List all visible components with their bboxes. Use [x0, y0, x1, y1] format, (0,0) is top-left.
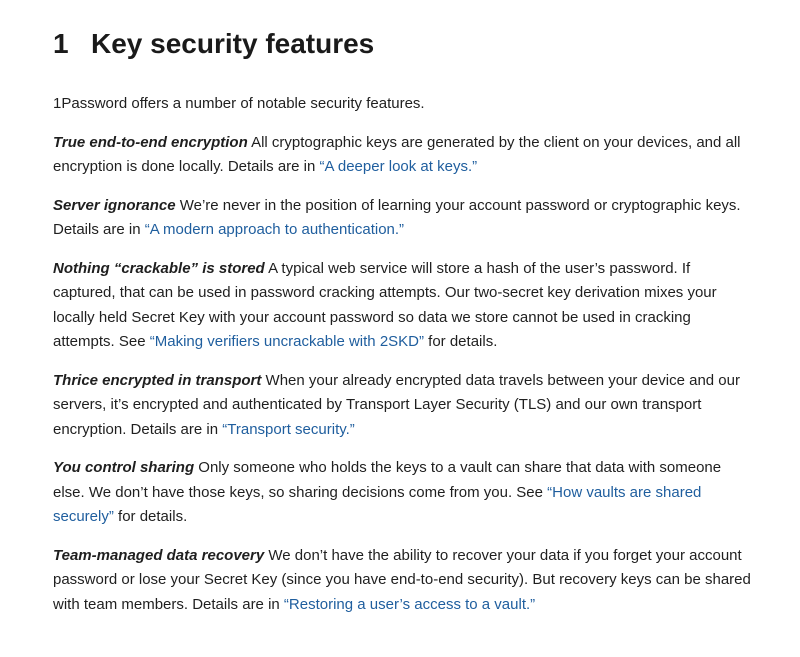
document-page: [53, 26, 753, 617]
feature-link[interactable]: “Making verifiers uncrackable with 2SKD”: [149, 333, 424, 350]
feature-paragraph-e2e: [53, 131, 753, 180]
section-title: Key security features: [91, 28, 375, 59]
feature-link[interactable]: “A modern approach to authentication.”: [144, 221, 405, 238]
feature-after-text: for details.: [118, 508, 188, 525]
feature-paragraph-sharing: [53, 456, 753, 530]
feature-text: When your already encrypted data travels between your device and our servers, it’s encrypted and authenticated by Transport Layer Security (TLS) and our own transport encryption. Details are in: [53, 371, 740, 438]
feature-text: Only someone who holds the keys to a vault can share that data with someone else. We don’t have those keys, so sharing decisions come from you. See: [53, 459, 722, 501]
feature-text: A typical web service will store a hash of the user’s password. If captured, that can be used in password cracking attempts. Our two-secret key derivation mixes your locally held Secret Key with your account password so data we store cannot be used in cracking attempts. See: [53, 259, 717, 350]
feature-term: True end-to-end encryption: [53, 133, 248, 151]
feature-text: We’re never in the position of learning your account password or cryptographic keys. Details are in: [53, 196, 741, 238]
feature-term: You control sharing: [53, 459, 195, 476]
feature-link[interactable]: “A deeper look at keys.”: [319, 158, 478, 175]
feature-paragraph-transport: [53, 369, 753, 443]
feature-paragraph-recovery: [53, 544, 753, 618]
intro-paragraph: 1Password offers a number of notable security features.: [53, 95, 425, 112]
feature-link[interactable]: “Transport security.”: [222, 420, 355, 438]
feature-text: All cryptographic keys are generated by the client on your devices, and all encryption is done locally. Details are in: [53, 133, 741, 175]
feature-paragraph-nothing-crackable: [53, 257, 753, 355]
feature-text: We don’t have the ability to recover your data if you forget your account password or lose your Secret Key (since you have end-to-end security). But recovery keys can be shared with team members. Details are in: [53, 546, 751, 613]
feature-link[interactable]: “Restoring a user’s access to a vault.”: [283, 595, 536, 613]
feature-after-text: for details.: [428, 333, 498, 350]
feature-term: Nothing “crackable” is stored: [53, 259, 265, 277]
feature-paragraph-server-ignorance: [53, 194, 753, 243]
section-number: 1: [53, 28, 69, 59]
feature-link[interactable]: “How vaults are shared securely”: [53, 483, 702, 525]
feature-term: Server ignorance: [53, 196, 176, 214]
feature-term: Team-managed data recovery: [53, 546, 265, 564]
section-heading: [53, 26, 753, 62]
feature-term: Thrice encrypted in transport: [53, 371, 262, 389]
